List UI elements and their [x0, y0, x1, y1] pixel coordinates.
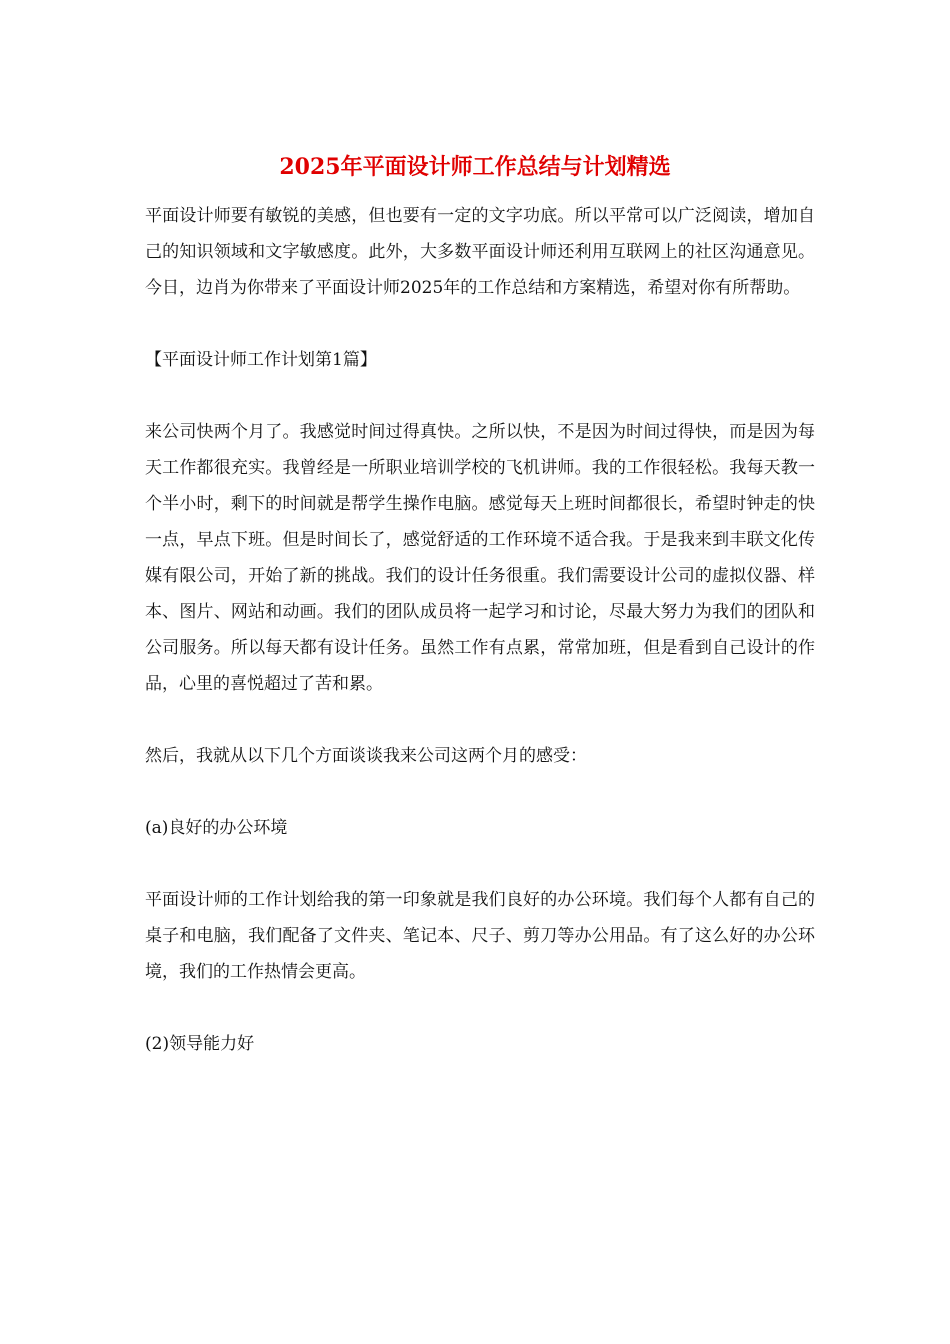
section-heading: 【平面设计师工作计划第1篇】 — [145, 350, 377, 370]
subheading: (2)领导能力好 — [145, 1034, 255, 1054]
intro-paragraph: 平面设计师要有敏锐的美感，但也要有一定的文字功底。所以平常可以广泛阅读，增加自己的知识领域和文字敏感度。此外，大多数平面设计师还利用互联网上的社区沟通意见。今日，边肖为你带来了平面设计师2025年的工作总结和方案精选，希望对你有所帮助。 — [145, 206, 815, 298]
subheading: (a)良好的办公环境 — [145, 818, 288, 838]
body-paragraph: 然后，我就从以下几个方面谈谈我来公司这两个月的感受： — [145, 746, 587, 766]
document-title: 2025年平面设计师工作总结与计划精选 — [279, 154, 671, 180]
body-paragraph: 来公司快两个月了。我感觉时间过得真快。之所以快，不是因为时间过得快，而是因为每天工作都很充实。我曾经是一所职业培训学校的飞机讲师。我的工作很轻松。我每天教一个半小时，剩下的时间就是帮学生操作电脑。感觉每天上班时间都很长，希望时钟走的快一点，早点下班。但是时间长了，感觉舒适的工作环境不适合我。于是我来到丰联文化传媒有限公司，开始了新的挑战。我们的设计任务很重。我们需要设计公司的虚拟仪器、样本、图片、网站和动画。我们的团队成员将一起学习和讨论，尽最大努力为我们的团队和公司服务。所以每天都有设计任务。虽然工作有点累，常常加班，但是看到自己设计的作品，心里的喜悦超过了苦和累。 — [145, 422, 815, 694]
body-paragraph: 平面设计师的工作计划给我的第一印象就是我们良好的办公环境。我们每个人都有自己的桌子和电脑，我们配备了文件夹、笔记本、尺子、剪刀等办公用品。有了这么好的办公环境，我们的工作热情会更高。 — [145, 890, 815, 982]
document-body — [145, 198, 815, 1098]
